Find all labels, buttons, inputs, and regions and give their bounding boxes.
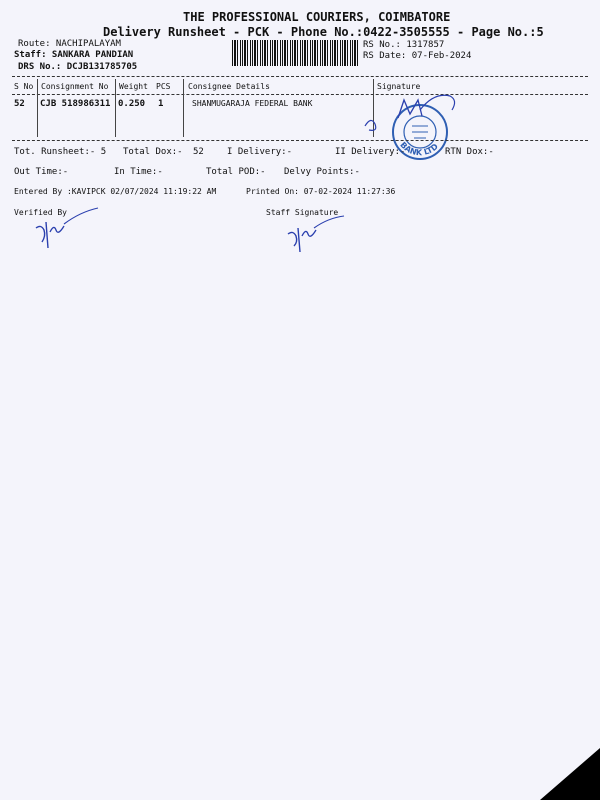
col-header-consignment: Consignment No bbox=[41, 82, 109, 91]
page-corner-shadow bbox=[540, 748, 600, 800]
row-sno: 52 bbox=[14, 99, 25, 109]
rs-number: RS No.: 1317857 bbox=[363, 40, 445, 50]
rtn-dox: RTN Dox:- bbox=[445, 147, 494, 157]
stamp-text: BANK LTD bbox=[398, 140, 440, 158]
row-consignee: SHANMUGARAJA FEDERAL BANK bbox=[192, 99, 313, 108]
row-consignment: CJB 518986311 bbox=[40, 99, 111, 109]
drs-number: DRS No.: DCJB131785705 bbox=[18, 62, 138, 72]
staff-label: Staff: SANKARA PANDIAN bbox=[14, 50, 134, 60]
col-header-weight: Weight bbox=[119, 82, 148, 91]
table-header-rule bbox=[12, 94, 588, 95]
col-separator bbox=[115, 79, 116, 137]
company-title: THE PROFESSIONAL COURIERS, COIMBATORE bbox=[183, 10, 451, 24]
runsheet-title: Delivery Runsheet - PCK - Phone No.:0422-3505555 - Page No.:5 bbox=[103, 25, 544, 39]
delivery-points: Delvy Points:- bbox=[284, 167, 360, 177]
i-delivery: I Delivery:- bbox=[227, 147, 293, 157]
total-runsheet: Tot. Runsheet:- 5 bbox=[14, 147, 107, 157]
rs-date: RS Date: 07-Feb-2024 bbox=[363, 51, 472, 61]
col-header-sno: S No bbox=[14, 82, 34, 91]
in-time: In Time:- bbox=[114, 167, 163, 177]
verified-by-signature bbox=[30, 204, 105, 252]
entered-by: Entered By :KAVIPCK 02/07/2024 11:19:22 AM bbox=[14, 187, 217, 196]
table-bottom-rule bbox=[12, 140, 588, 141]
col-separator bbox=[37, 79, 38, 137]
route-label: Route: NACHIPALAYAM bbox=[18, 39, 121, 49]
ii-delivery: II Delivery:- bbox=[335, 147, 406, 157]
col-header-consignee: Consignee Details bbox=[188, 82, 270, 91]
col-separator bbox=[183, 79, 184, 137]
staff-signature-label: Staff Signature bbox=[266, 208, 339, 217]
total-dox-label: Total Dox:- bbox=[123, 147, 183, 157]
total-pod: Total POD:- bbox=[206, 167, 266, 177]
verified-by-label: Verified By bbox=[14, 208, 67, 217]
row-weight: 0.250 bbox=[118, 99, 146, 109]
col-header-signature: Signature bbox=[377, 82, 421, 91]
printed-on: Printed On: 07-02-2024 11:27:36 bbox=[246, 187, 396, 196]
staff-signature bbox=[284, 214, 349, 254]
barcode bbox=[232, 40, 358, 66]
col-header-pcs: PCS bbox=[156, 82, 171, 91]
total-dox-value: 52 bbox=[193, 147, 204, 157]
row-pcs: 1 bbox=[158, 99, 164, 109]
table-top-rule bbox=[12, 76, 588, 77]
out-time: Out Time:- bbox=[14, 167, 69, 177]
